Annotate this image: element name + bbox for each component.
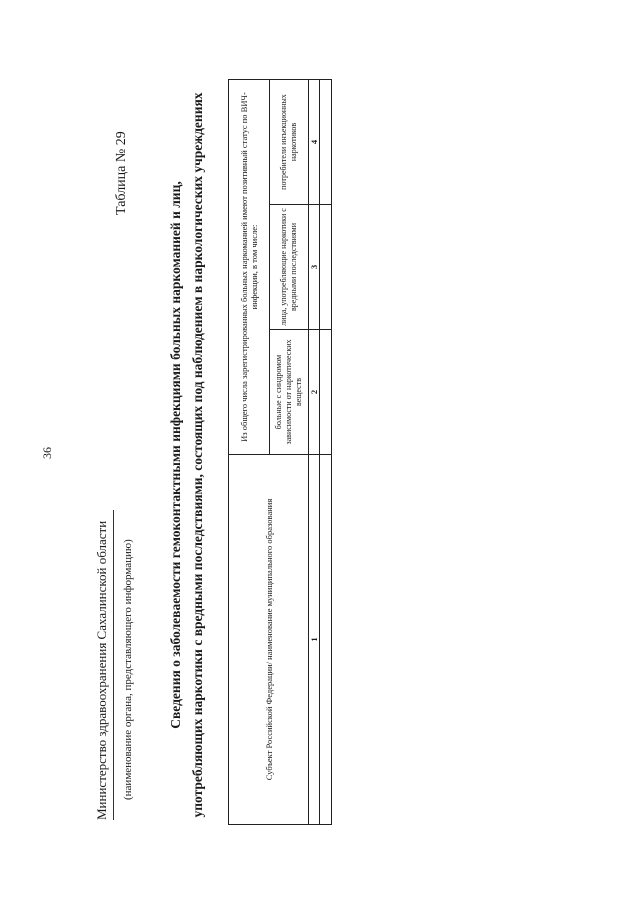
column-number-4: 4 [309, 80, 320, 205]
table-header-row [229, 80, 270, 825]
subheader-col4: потребители инъекционных наркотиков [270, 80, 309, 205]
report-table [228, 79, 332, 825]
document-title [165, 65, 209, 845]
empty-cell [320, 455, 332, 825]
group-header: Из общего числа зарегистрированных больных наркоманией имеют позитивный статус по ВИЧ-инфекции, в том числе: [229, 80, 270, 455]
organization-name: Министерство здравоохранения Сахалинской области [94, 510, 114, 820]
column-number-2: 2 [309, 330, 320, 455]
column-number-row [309, 80, 320, 825]
page-number: 36 [40, 447, 54, 459]
subheader-col2: больные с синдромом зависимости от наркотических веществ [270, 330, 309, 455]
table-number: Таблица № 29 [114, 131, 129, 215]
title-line-2: употребляющих наркотики с вредными последствиями, состоящих под наблюдением в наркологических учреждениях [190, 92, 205, 818]
empty-cell [320, 80, 332, 205]
column-number-1: 1 [309, 455, 320, 825]
subheader-col3: лица, употребляющие наркотики с вредными последствиями [270, 205, 309, 330]
empty-cell [320, 330, 332, 455]
col1-header: Субъект Российской Федерации/ наименование муниципального образования [229, 455, 309, 825]
organization-caption: (наименование органа, представляющего информацию) [122, 539, 134, 800]
column-number-3: 3 [309, 205, 320, 330]
empty-data-row [320, 80, 332, 825]
empty-cell [320, 205, 332, 330]
title-line-1: Сведения о заболеваемости гемоконтактными инфекциями больных наркоманией и лиц, [168, 181, 183, 729]
